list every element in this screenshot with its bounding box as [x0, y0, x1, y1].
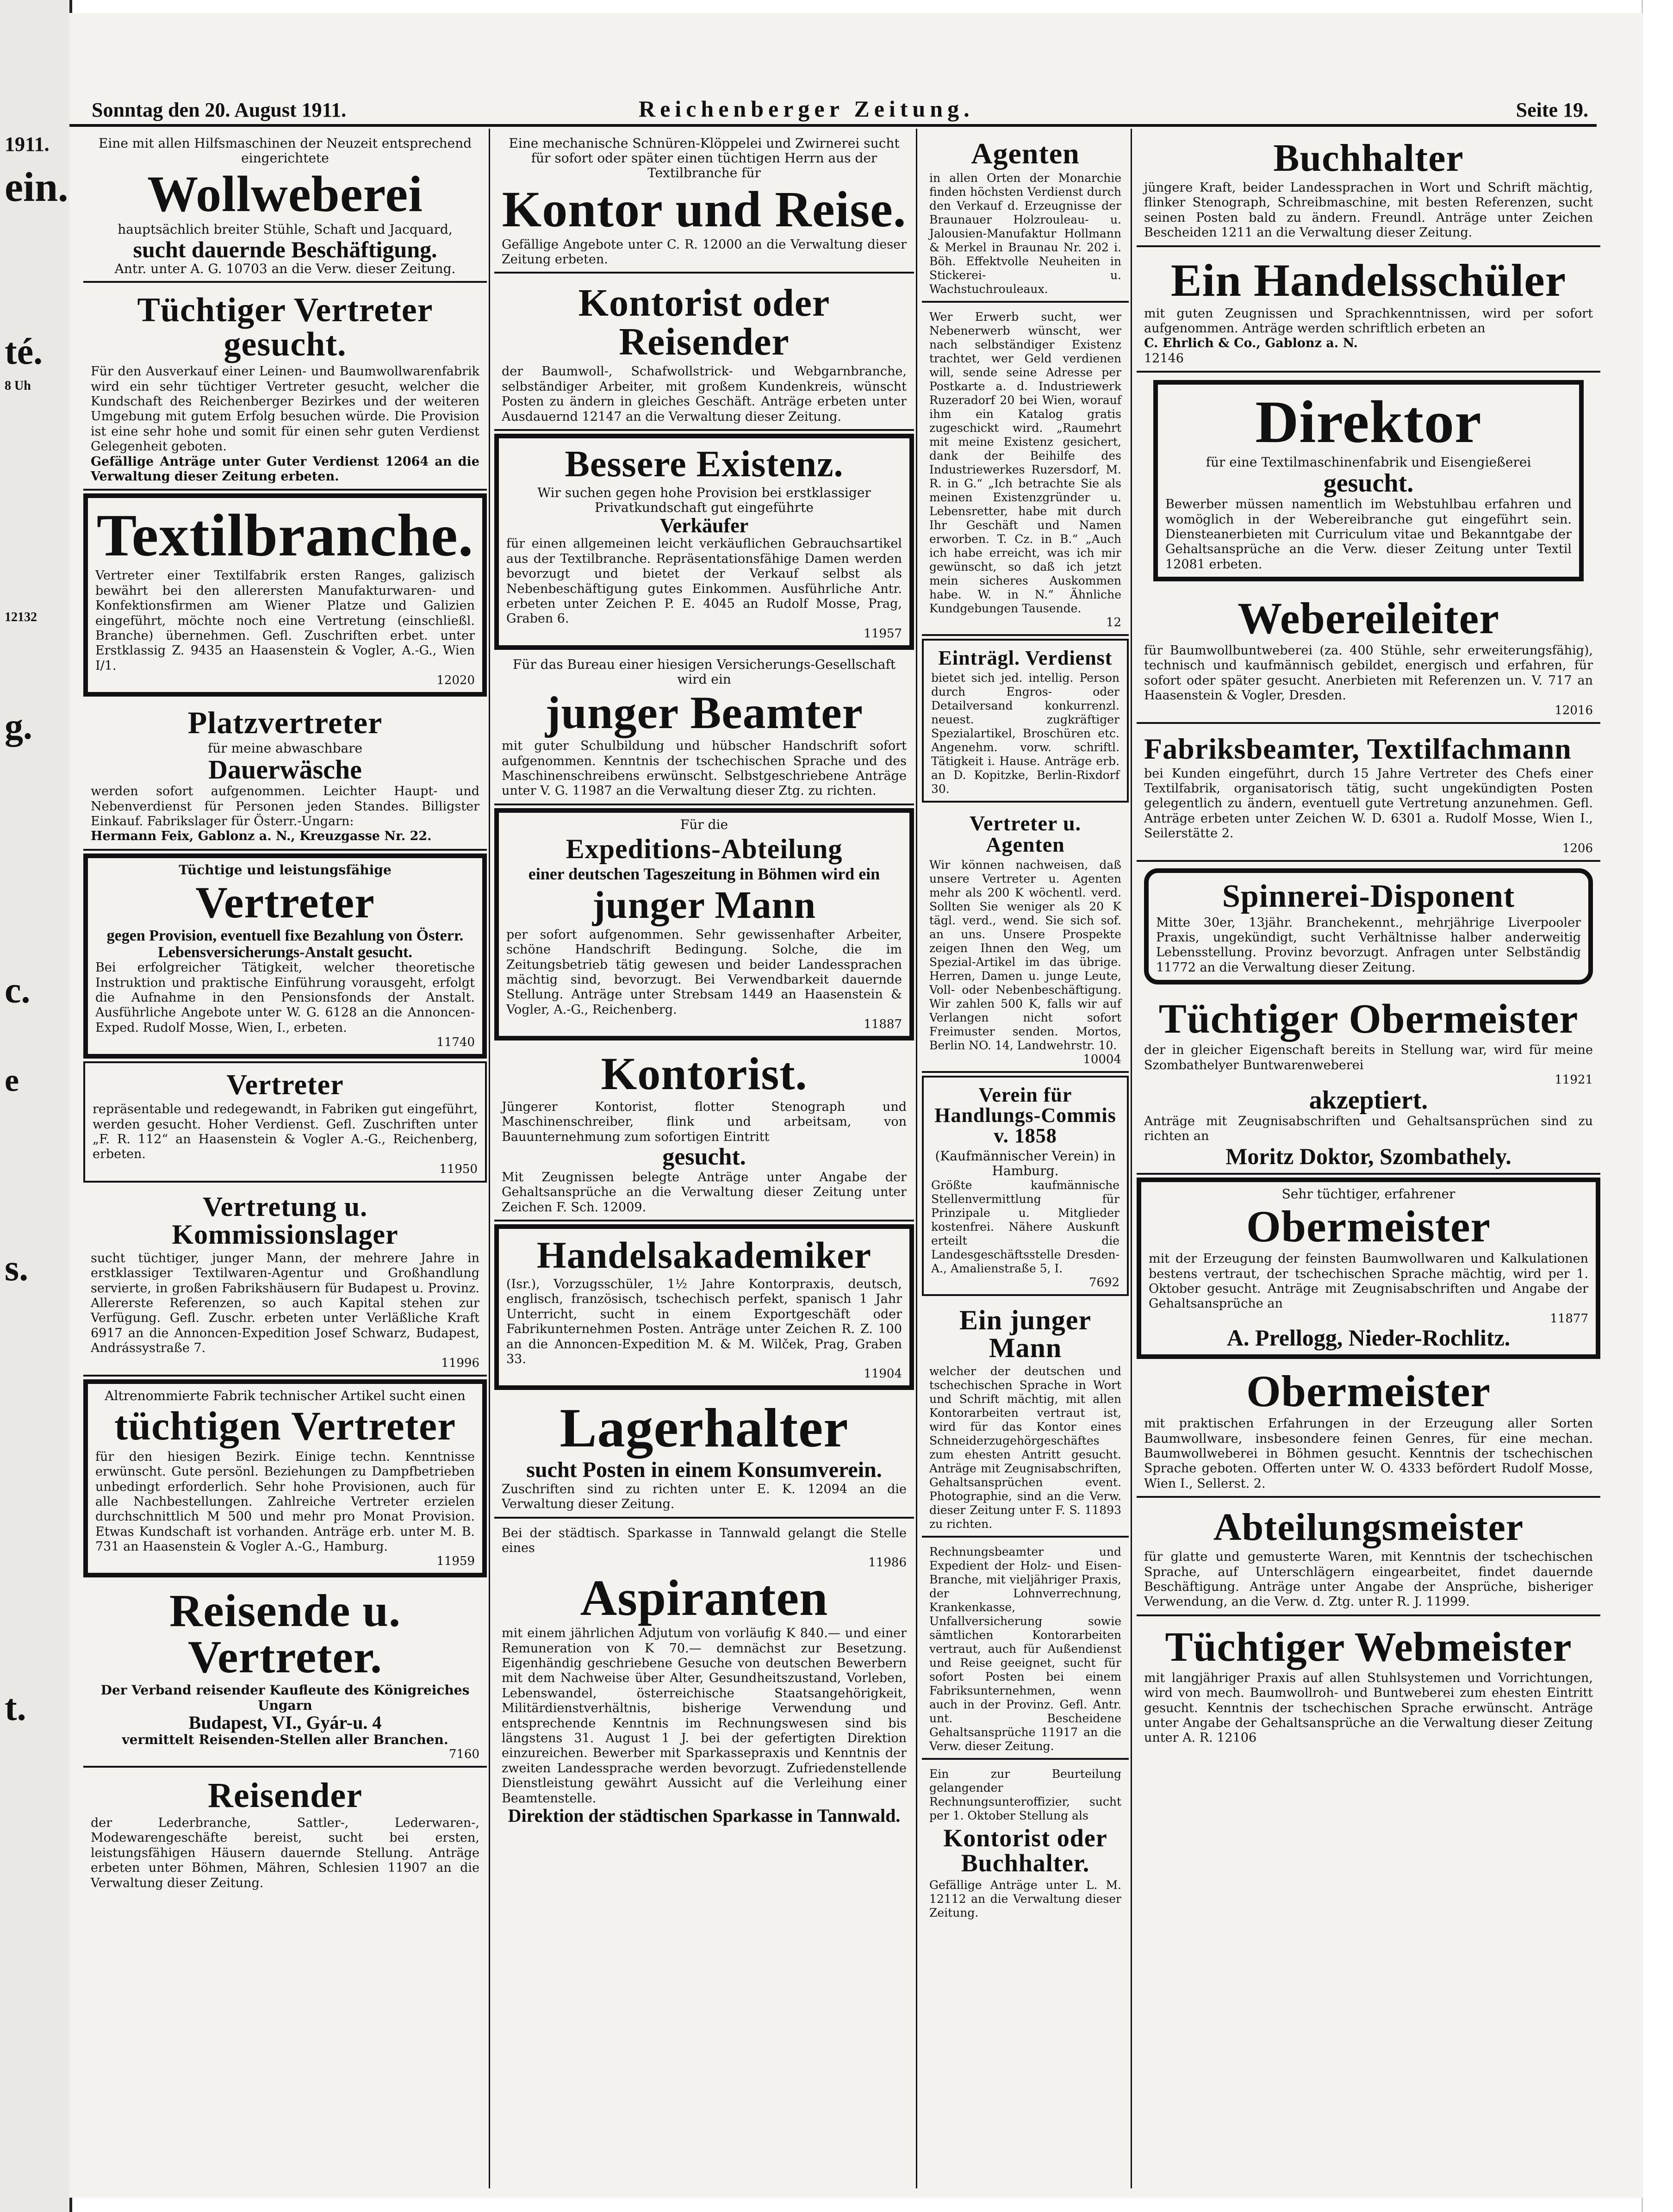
- ad-agenten: [922, 131, 1129, 303]
- ad-advertiser: Moritz Doktor, Szombathely.: [1225, 1143, 1511, 1169]
- ad-body: welcher der deutschen und tschechischen Sprache in Wort und Schrift mächtig, mit allen Kontorarbeiten vertraut ist, wird für das Kontor eines Schneiderzugehörgeschäftes zum ehesten Antritt gesucht. Anträge mit Zeugnisabschriften, Gehaltsansprüchen event. Photographie, sind an die Verw. dieser Zeitung unter F. S. 11893 zu richten.: [929, 1365, 1121, 1531]
- ad-heading-2: junger Mann: [592, 883, 816, 927]
- ad-reference: Gefällige Anträge unter Guter Verdienst 12064 an die Verwaltung dieser Zeitung erbeten.: [91, 454, 479, 484]
- ad-heading: Kontorist.: [601, 1048, 808, 1100]
- ad-body: Wer Erwerb sucht, wer Nebenerwerb wünscht, wer nach selbständiger Existenz trachtet, wer Geld verdienen will, sende seine Adresse per Postkarte a. d. Industriewerk Ruzeradorf 20 bei Wien, worauf ihm ein Katalog gratis zugeschickt wird. „Raumehrt mit meine Existenz gesichert, dank der Beihilfe des Industriewerkes Ruzersdorf, M. R. in G.“ „Ich betrachte Sie als meinen Existenzgründer u. Lebensretter, habe mit durch Ihr Geschäft und Namen erworben. T. Cz. in B.“ „Auch ich habe erreicht, was ich mir gewünscht, so daß ich jetzt mein sicheres Auskommen habe. W. in N.“ Ähnliche Kundgebungen Tausende.: [929, 310, 1121, 615]
- ad-reisender: [83, 1770, 487, 1895]
- ad-number: 12146: [1144, 351, 1184, 366]
- ad-body: sucht tüchtiger, junger Mann, der mehrere Jahre in erstklassiger Textilwaren-Agentur und Großhandlung servierte, in großen Fabrikshäusern für Budapest u. Provinz. Allererste Referenzen, so auch Kapital stehen zur Verfügung. Gefl. Zuschr. erbeten unter Verläßliche Kraft 6917 an die Annoncen-Expedition Josef Schwarz, Budapest, Andrássystraße 7.: [91, 1251, 479, 1356]
- ad-heading: Tüchtiger Obermeister: [1158, 996, 1579, 1042]
- ad-subheading: sucht dauernde Beschäftigung.: [133, 236, 437, 262]
- ad-heading: Buchhalter: [1273, 137, 1464, 180]
- scan-right-margin: [1642, 0, 1673, 2212]
- ad-intro: Bei der städtisch. Sparkasse in Tannwald gelangt die Stelle eines: [502, 1526, 907, 1555]
- ad-subheading: gesucht.: [1323, 469, 1414, 498]
- ad-number: 12: [1106, 616, 1121, 629]
- ad-body: Vertreter einer Textilfabrik ersten Ranges, galizisch bewährt bei den allerersten Manufakturwaren- und Konfektionsfirmen am Wiener Platze und Galizien eingeführt, möchte noch eine Vertretung (einschließl. Branche) übernehmen. Gefl. Zuschriften erbet. unter Erstklassig Z. 9435 an Haasenstein & Vogler, A.-G., Wien I/1.: [95, 568, 475, 673]
- ad-address: Budapest, VI., Gyár-u. 4: [188, 1712, 382, 1733]
- edge-fragment: té.: [5, 331, 43, 372]
- ad-kontorist: [494, 1043, 914, 1221]
- ad-heading: Agenten: [971, 137, 1080, 170]
- ad-body: in allen Orten der Monarchie finden höchsten Verdienst durch den Verkauf d. Erzeugnisse der Braunauer Holzrouleau- u. Jalousien-Manufaktur Hollmann & Merkel in Braunau Nr. 202 i. Böh. Effektvolle Neuheiten in Stickerei- u. Wachstuchrouleaux.: [929, 171, 1121, 296]
- ad-reference: Antr. unter A. G. 10703 an die Verw. dieser Zeitung.: [114, 261, 456, 277]
- ad-heading: Vertreter: [226, 1069, 344, 1101]
- ad-heading: Fabriksbeamter, Textilfachmann: [1144, 732, 1572, 765]
- ad-intro: Für die: [680, 816, 728, 832]
- ad-eintraeglicher-verdienst: [922, 639, 1129, 803]
- ad-heading: Vertretung u. Kommissionslager: [172, 1191, 398, 1250]
- ad-intro: Wir suchen gegen hohe Provision bei erstklassiger Privatkundschaft gut eingeführte: [537, 485, 871, 516]
- ad-heading: Aspiranten: [580, 1570, 828, 1626]
- ad-heading: Expeditions-Abteilung: [566, 833, 843, 864]
- ad-heading: Direktor: [1255, 389, 1482, 456]
- ad-heading: tüchtigen Vertreter: [114, 1403, 456, 1449]
- ad-body: mit praktischen Erfahrungen in der Erzeugung aller Sorten Baumwollware, insbesondere feinen Genres, für eine mechan. Baumwollweberei in Böhmen gesucht. Kenntnis der tschechischen Sprache geboten. Offerten unter W. O. 4333 befördert Rudolf Mosse, Wien I., Sellerst. 2.: [1144, 1416, 1593, 1491]
- ad-vertreter-versicherung: [83, 854, 487, 1059]
- ad-number: 7692: [1088, 1276, 1119, 1290]
- ad-junger-beamter: [494, 653, 914, 805]
- ad-technische-artikel: [83, 1379, 487, 1578]
- ad-obermeister-prellogg: [1137, 1178, 1600, 1359]
- ad-heading: Verein für Handlungs-Commis v. 1858: [934, 1084, 1116, 1147]
- ad-reference: vermittelt Reisenden-Stellen aller Branchen.: [122, 1732, 448, 1747]
- ad-body: für Baumwollbuntweberei (za. 400 Stühle, sehr erweiterungsfähig), technisch und kaufmännisch gebildet, energisch und erfahren, für sofort oder später gesucht. Anerbieten mit Referenzen un. V. 717 an Haasenstein & Vogler, Dresden.: [1144, 643, 1593, 703]
- ad-heading: Ein Handelsschüler: [1170, 254, 1567, 306]
- ad-heading: Einträgl. Verdienst: [938, 647, 1113, 669]
- masthead: [69, 87, 1597, 127]
- ad-rechnungsbeamter: [922, 1540, 1129, 1760]
- ad-body: hauptsächlich breiter Stühle, Schaft und Jacquard,: [118, 222, 453, 237]
- ad-heading: Webereileiter: [1238, 593, 1499, 643]
- ad-verein-1858: [922, 1076, 1129, 1296]
- ad-heading: Handelsakademiker: [536, 1234, 872, 1277]
- ad-aspiranten: [494, 1521, 914, 1830]
- ad-intro: für meine abwaschbare: [207, 741, 363, 756]
- ad-advertiser: A. Prellogg, Nieder-Rochlitz.: [1226, 1324, 1511, 1351]
- ad-heading: Wollweberei: [147, 166, 423, 223]
- ad-reference: Gefällige Angebote unter C. R. 12000 an die Verwaltung dieser Zeitung erbeten.: [502, 237, 907, 267]
- ad-subheading: akzeptiert.: [1309, 1085, 1428, 1115]
- ad-subheading: gesucht.: [662, 1144, 746, 1171]
- ad-number: 11986: [868, 1556, 907, 1570]
- ad-number: 11996: [441, 1356, 479, 1370]
- ad-body: Bei erfolgreicher Tätigkeit, welcher theoretische Instruktion und praktische Einführung vorausgeht, erfolgt die Aufnahme in den Pensionsfonds der Anstalt. Ausführliche Angebote unter W. G. 6128 an die Annoncen-Exped. Rudolf Mosse, Wien, I., erbeten.: [95, 960, 475, 1035]
- ad-kontor-und-reise: [494, 131, 914, 274]
- ad-body: Zuschriften sind zu richten unter E. K. 12094 an die Verwaltung dieser Zeitung.: [502, 1482, 907, 1512]
- ad-fabriksbeamter: [1137, 727, 1600, 862]
- ad-heading: Lagerhalter: [560, 1397, 849, 1459]
- ad-body: für den hiesigen Bezirk. Einige techn. Kenntnisse erwünscht. Gute persönl. Beziehungen zu Dampfbetrieben unbedingt erforderlich. Sehr hohe Provisionen, auch für alle Nachbestellungen. Zahlreiche Vertreter erzielen durchschnittlich M 500 und mehr pro Monat Provision. Etwas Kundschaft ist vorhanden. Anträge erb. unter M. B. 731 an Haasenstein & Vogler A.-G., Hamburg.: [95, 1449, 475, 1554]
- ad-platzvertreter: [83, 699, 487, 851]
- ad-body: Wir können nachweisen, daß unsere Vertreter u. Agenten mehr als 200 K wöchentl. verd. Sollten Sie weniger als 20 K tägl. verd., wend. Sie sich sof. an uns. Unsere Prospekte zeigen Ihnen den Weg, um Spezial-Artikel im das übrige. Herren, Damen u. junge Leute, Voll- oder Nebenbeschäftigung. Wir zahlen 500 K, falls wir auf Verlangen nicht sofort Freimuster senden. Mortos, Berlin NO. 14, Landwehrstr. 10.: [929, 858, 1121, 1052]
- ad-company: C. Ehrlich & Co., Gablonz a. N.: [1144, 336, 1358, 351]
- ad-intro: Altrenommierte Fabrik technischer Artikel sucht einen: [105, 1388, 466, 1403]
- ad-subheading: gegen Provision, eventuell fixe Bezahlung von Österr. Lebensversicherungs-Anstalt gesucht.: [106, 927, 464, 961]
- ad-intro: Sehr tüchtiger, erfahrener: [1281, 1186, 1455, 1202]
- ad-body: Bewerber müssen namentlich im Webstuhlbau erfahren und womöglich in der Webereibranche gut eingeführt sein. Diensteanerbieten mit Curriculum vitae und Bekanntgabe der Gehaltsansprüche an die Verw. dieser Zeitung unter Textil 12081 erbeten.: [1165, 497, 1572, 572]
- ad-intro: Eine mit allen Hilfsmaschinen der Neuzeit entsprechend eingerichtete: [98, 136, 472, 166]
- ad-expeditions-abteilung: [494, 808, 914, 1041]
- ad-heading: Ein junger Mann: [959, 1305, 1092, 1364]
- ad-heading: Obermeister: [1246, 1366, 1491, 1416]
- ad-number: 11740: [436, 1035, 475, 1050]
- ad-heading: Obermeister: [1246, 1202, 1491, 1252]
- ad-buchhalter: [1137, 131, 1600, 247]
- ad-body: mit guten Zeugnissen und Sprachkenntnissen, wird per sofort aufgenommen. Anträge werden schriftlich erbeten an: [1144, 306, 1593, 336]
- ad-heading: Abteilungsmeister: [1213, 1506, 1524, 1549]
- ad-number: 11887: [864, 1017, 902, 1032]
- ad-webereileiter: [1137, 589, 1600, 724]
- ad-body: bietet sich jed. intellig. Person durch Engros- oder Detailversand konkurrenzl. neuest. zugkräftiger Spezialartikel, Broschüren etc. Angenehm. vorw. schriftl. Tätigkeit i. Hause. Anträge erb. an D. Kopitzke, Berlin-Rixdorf 30.: [931, 671, 1119, 796]
- ad-body: der Lederbranche, Sattler-, Lederwaren-, Modewarengeschäfte bereist, sucht bei ersten, leistungsfähigen Häusern dauernde Stellung. Anträge erbeten unter Böhmen, Mähren, Schlesien 11907 an die Verwaltung dieser Zeitung.: [91, 1816, 479, 1890]
- ad-body: der in gleicher Eigenschaft bereits in Stellung war, wird für meine Szombathelyer Buntwarenweberei: [1144, 1043, 1593, 1072]
- ad-body: Für den Ausverkauf einer Leinen- und Baumwollwarenfabrik wird ein sehr tüchtiger Vertreter gesucht, welcher die Kundschaft des Reichenberger Bezirkes und der weiteren Umgebung mit gutem Erfolg besuchen würde. Die Provision ist eine sehr hohe und somit für einen sehr guten Verdienst Gelegenheit geboten.: [91, 364, 479, 454]
- ad-intro: Tüchtige und leistungsfähige: [179, 862, 392, 878]
- ad-obermeister-mosse: [1137, 1362, 1600, 1498]
- edge-fragment: 8 Uh: [5, 379, 31, 393]
- ad-reference: Hermann Feix, Gablonz a. N., Kreuzgasse Nr. 22.: [91, 829, 432, 844]
- column-1: [81, 129, 490, 2188]
- ad-heading: Textilbranche.: [96, 502, 474, 569]
- ad-body: bei Kunden eingeführt, durch 15 Jahre Vertreter des Chefs einer Textilfabrik, organisatorisch tätig, sucht ungekündigten Posten gelegentlich zu ändern, eventuell gute Vertretung anzunehmen. Gefl. Anträge erbeten unter Zeichen W. D. 6301 a. Rudolf Mosse, Wien I., Seilerstätte 2.: [1144, 766, 1593, 841]
- column-3: [920, 129, 1132, 2188]
- ad-heading: Kontor und Reise.: [502, 181, 907, 237]
- ad-heading: Spinnerei-Disponent: [1222, 878, 1515, 914]
- ad-subheading: Dauerwäsche: [208, 754, 362, 785]
- ad-direktor: [1153, 380, 1584, 581]
- ad-tuechtiger-obermeister: [1137, 991, 1600, 1175]
- ad-reisende-vertreter: [83, 1580, 487, 1768]
- ad-signature: Direktion der städtischen Sparkasse in Tannwald.: [508, 1805, 901, 1826]
- ad-heading: Vertreter u. Agenten: [969, 811, 1082, 856]
- ad-number: 12016: [1555, 703, 1593, 717]
- ad-intro: Eine mechanische Schnüren-Klöppelei und Zwirnerei sucht für sofort oder später einen tüchtigen Herrn aus der Textilbranche für: [509, 136, 900, 181]
- ad-spinnerei-disponent: [1144, 868, 1593, 985]
- ad-body: Mitte 30er, 13jähr. Branchekennt., mehrjährige Liverpooler Praxis, ungekündigt, sucht Verhältnisse halber anderweitig Lebensstellung. Provinz bevorzugt. Anfragen unter Selbständig 11772 an die Verwaltung dieser Zeitung.: [1156, 915, 1581, 975]
- ad-abteilungsmeister: [1137, 1501, 1600, 1616]
- ad-lagerhalter: [494, 1393, 914, 1518]
- ad-body: Rechnungsbeamter und Expedient der Holz- und Eisen-Branche, mit vieljähriger Praxis, der Lohnverrechnung, Krankenkasse, Unfallversicherung sowie sämtlichen Kontorarbeiten vertraut, auch für Außendienst und Reise geeignet, sucht für sofort Posten bei einem Fabriksunternehmen, wenn auch in der Provinz. Gefl. Antr. unt. Bescheidene Gehaltsansprüche 11917 an die Verw. dieser Zeitung.: [929, 1545, 1121, 1753]
- edge-fragment: 1911.: [5, 133, 50, 156]
- ad-heading: Platzvertreter: [187, 705, 383, 741]
- edge-fragment: e: [5, 1063, 19, 1098]
- ad-body: mit einem jährlichen Adjutum von vorläufig K 840.— und einer Remuneration von K 70.— demnächst zur Besetzung. Eigenhändig geschriebene Gesuche von deutschen Bewerbern mit dem Nachweise über Alter, Gesundheitszustand, Vorleben, Lebenswandel, österreichische Staatsangehörigkeit, Militärdienstverhältnis, bisherige Verwendung und entsprechende Kenntnis im Rechnungswesen sind bis längstens 31. August 1 J. bei der gefertigten Direktion einzureichen. Bewerber mit Sparkassepraxis und Kenntnis der zweiten Landessprache werden bevorzugt. Zufriedenstellende Dienstleistung gewährt Aussicht auf die Verleihung einer Beamtenstelle.: [502, 1626, 907, 1806]
- ad-wollweberei: [83, 131, 487, 283]
- ad-number: 12020: [436, 673, 475, 688]
- ad-number: 7160: [448, 1747, 479, 1762]
- ad-body: repräsentable und redegewandt, in Fabriken gut eingeführt, werden gesucht. Hoher Verdienst. Gefl. Zuschriften unter „F. R. 112“ an Haasenstein & Vogler A.-G., Reichenberg, erbeten.: [93, 1102, 478, 1162]
- ad-body: mit guter Schulbildung und hübscher Handschrift sofort aufgenommen. Kenntnis der tschechischen Sprache und des Maschinenschreibens erwünscht. Selbstgeschriebene Anträge unter V. G. 11987 an die Verwaltung dieser Ztg. zu richten.: [502, 739, 907, 798]
- issue-date: Sonntag den 20. August 1911.: [92, 99, 347, 121]
- ad-number: 11957: [864, 626, 902, 641]
- edge-fragment: ein.: [5, 164, 68, 210]
- column-2: [492, 129, 917, 2188]
- ad-body: (Isr.), Vorzugsschüler, 1½ Jahre Kontorpraxis, deutsch, englisch, französisch, tschechisch perfekt, spanisch 1 Jahr Unterricht, sucht in einem Exportgeschäft oder Fabrikunternehmen Posten. Anträge unter Zeichen R. Z. 100 an die Annoncen-Expedition M. & M. Wilček, Prag, Graben 33.: [506, 1277, 902, 1366]
- ad-body: jüngere Kraft, beider Landessprachen in Wort und Schrift mächtig, flinker Stenograph, Schreibmaschine, mit besten Referenzen, sucht seinen Posten bald zu ändern. Freundl. Anträge unter Zeichen Bescheiden 1211 an die Verwaltung dieser Zeitung.: [1144, 181, 1593, 240]
- ad-textilbranche: [83, 493, 487, 697]
- ad-number: 11904: [864, 1367, 902, 1381]
- ad-bessere-existenz: [494, 434, 914, 650]
- ad-body: der Baumwoll-, Schafwollstrick- und Webgarnbranche, selbständiger Arbeiter, mit großem Kundenkreis, wünscht Posten zu ändern in gleiches Geschäft. Anträge erbeten unter Ausdauernd 12147 an die Verwaltung dieser Zeitung.: [502, 364, 907, 424]
- ad-body: mit langjähriger Praxis auf allen Stuhlsystemen und Vorrichtungen, wird von mech. Baumwollroh- und Buntweberei zum ehesten Eintritt gesucht. Kenntnis der tschechischen Sprache erwünscht. Anträge unter Angabe der Gehaltsansprüche an die Verwaltung dieser Zeitung unter A. R. 12106: [1144, 1670, 1593, 1745]
- ad-number: 1206: [1562, 841, 1593, 855]
- scan-edge-previous-page: [0, 0, 72, 2212]
- ad-subheading: sucht Posten in einem Konsumverein.: [526, 1458, 882, 1483]
- ad-heading: Vertreter: [195, 877, 375, 927]
- ad-reference: Mit Zeugnissen belegte Anträge unter Angabe der Gehaltsansprüche an die Verwaltung dieser Zeitung unter Zeichen F. Sch. 12009.: [502, 1170, 907, 1215]
- ad-subheading: Verkäufer: [659, 514, 749, 537]
- ad-heading: Tüchtiger Webmeister: [1165, 1624, 1572, 1670]
- ad-body: Jüngerer Kontorist, flotter Stenograph und Maschinenschreiber, flink und arbeitsam, von Bauunternehmung zum sofortigen Eintritt: [502, 1100, 907, 1144]
- ad-heading: Kontorist oder Buchhalter.: [943, 1824, 1107, 1877]
- ad-number: 11950: [439, 1162, 478, 1176]
- ad-number: 11921: [1555, 1072, 1593, 1087]
- ad-intro: Für das Bureau einer hiesigen Versicherungs-Gesellschaft wird ein: [512, 656, 896, 687]
- ad-body: Gefällige Anträge unter L. M. 12112 an die Verwaltung dieser Zeitung.: [929, 1878, 1121, 1920]
- ad-body: per sofort aufgenommen. Sehr gewissenhafter Arbeiter, schöne Handschrift Bedingung. Solche, die im Zeitungsbetrieb tätig gewesen und beider Landessprachen mächtig sind, bevorzugt. Bei Verwendbarkeit dauernde Stellung. Anträge unter Strebsam 1449 an Haasenstein & Vogler, A.-G., Reichenberg.: [506, 927, 902, 1017]
- ad-heading: Kontorist oder Reisender: [578, 281, 830, 364]
- ad-kontorist-oder-reisender: [494, 276, 914, 431]
- ad-kontorist-oder-buchhalter: [922, 1763, 1129, 1925]
- edge-fragment: t.: [5, 1688, 26, 1728]
- ad-heading: junger Beamter: [545, 687, 863, 739]
- newspaper-page: [69, 13, 1643, 2198]
- ad-number: 11959: [436, 1554, 475, 1569]
- ad-intro: Ein zur Beurteilung gelangender Rechnungsunteroffizier, sucht per 1. Oktober Stellung als: [929, 1767, 1121, 1823]
- ad-handelsschueler: [1137, 250, 1600, 373]
- ad-subheading: einer deutschen Tageszeitung in Böhmen wird ein: [528, 864, 880, 883]
- ad-erwerb: [922, 305, 1129, 636]
- ad-heading: Reisender: [207, 1776, 363, 1815]
- ad-heading: Tüchtiger Vertreter gesucht.: [137, 291, 433, 364]
- ad-body: für glatte und gemusterte Waren, mit Kenntnis der tschechischen Sprache, auf Unterschlägern eingearbeitet, findet dauernde Beschäftigung. Anträge unter Angabe der Ansprüche, bisheriger Verwendung, an die Verw. d. Ztg. unter R. J. 11999.: [1144, 1550, 1593, 1609]
- ad-number: 11877: [1550, 1311, 1588, 1326]
- ad-body: mit der Erzeugung der feinsten Baumwollwaren und Kalkulationen bestens vertraut, der tschechischen Sprache mächtig, wird per 1. Oktober gesucht. Anträge mit Zeugnisabschriften und Angabe der Gehaltsansprüche an: [1149, 1252, 1588, 1311]
- ad-subheading: (Kaufmännischer Verein) in Hamburg.: [935, 1148, 1116, 1179]
- ad-reference: Anträge mit Zeugnisabschriften und Gehaltsansprüchen sind zu richten an: [1144, 1114, 1593, 1144]
- newspaper-title: Reichenberger Zeitung.: [639, 96, 974, 122]
- page-number: Seite 19.: [1516, 99, 1588, 121]
- ad-kommissionslager: [83, 1185, 487, 1377]
- edge-fragment: c.: [5, 970, 31, 1011]
- ad-heading: Bessere Existenz.: [565, 443, 844, 485]
- ad-vertreter-und-agenten: [922, 805, 1129, 1073]
- ad-intro: für eine Textilmaschinenfabrik und Eisengießerei: [1206, 455, 1531, 470]
- ad-vertreter-gesucht: [83, 286, 487, 491]
- ad-heading: Reisende u. Vertreter.: [169, 1585, 401, 1683]
- ad-ein-junger-mann: [922, 1299, 1129, 1538]
- ad-body: Der Verband reisender Kaufleute des Königreiches Ungarn: [100, 1682, 470, 1713]
- ad-number: 10004: [1083, 1053, 1121, 1066]
- column-4: [1135, 129, 1602, 2188]
- edge-fragment: s.: [5, 1248, 29, 1289]
- ad-tuechtiger-webmeister: [1137, 1619, 1600, 1751]
- ad-vertreter-fabriken: [83, 1061, 487, 1183]
- edge-fragment: 12132: [5, 610, 37, 624]
- ad-handelsakademiker: [494, 1224, 914, 1390]
- edge-fragment: g.: [5, 706, 32, 747]
- ad-body: werden sofort aufgenommen. Leichter Haupt- und Nebenverdienst für Personen jeden Standes. Billigster Einkauf. Fabrikslager für Österr.-Ungarn:: [91, 784, 479, 829]
- ad-body: Größte kaufmännische Stellenvermittlung für Prinzipale u. Mitglieder kostenfrei. Nähere Auskunft erteilt die Landesgeschäftsstelle Dresden-A., Amalienstraße 5, I.: [931, 1178, 1119, 1276]
- ad-body: für einen allgemeinen leicht verkäuflichen Gebrauchsartikel aus der Textilbranche. Repräsentationsfähige Damen werden bevorzugt und bietet der Verkauf selbst als Nebenbeschäftigung gutes Einkommen. Ausführliche Antr. erbeten unter Zeichen P. E. 4045 an Rudolf Mosse, Prag, Graben 6.: [506, 536, 902, 626]
